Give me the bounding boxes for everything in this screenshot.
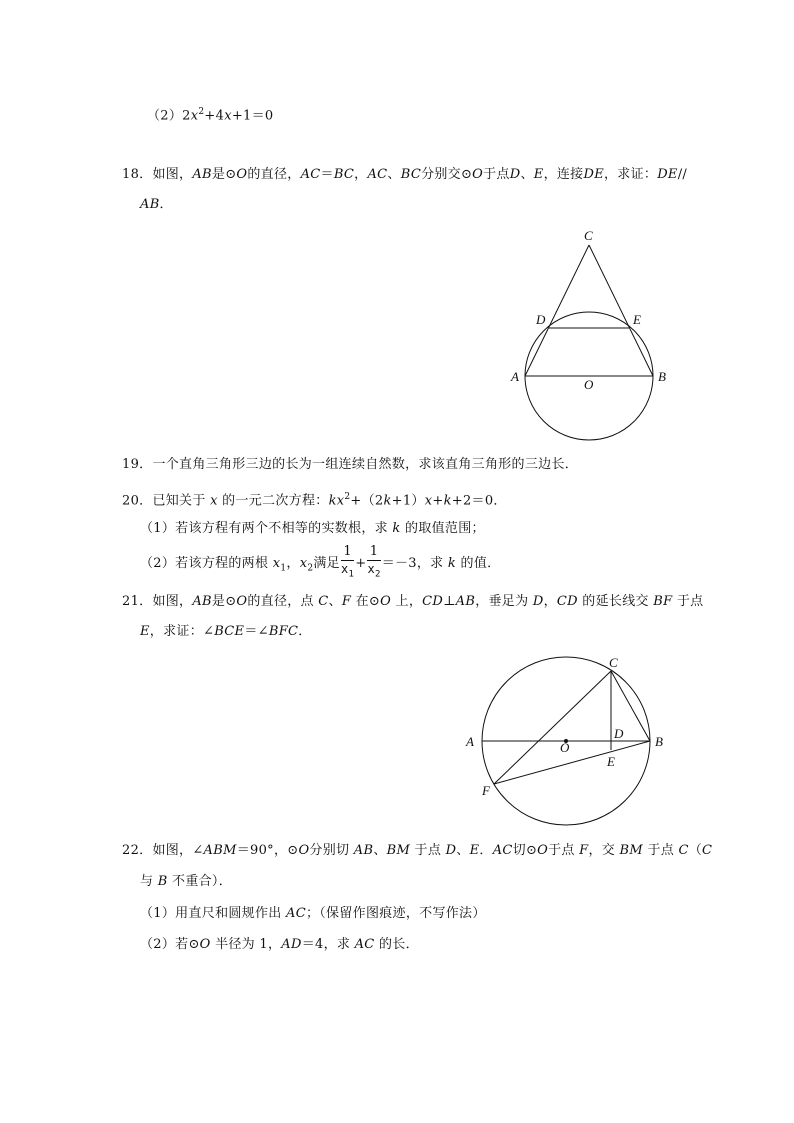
q18-seg: AC [367,167,388,182]
q22-seg: 22．如图，∠ [122,843,204,858]
frac-num: 1 [341,544,354,561]
q21-seg: O [380,594,392,609]
q22-seg: D [445,843,457,858]
q20-seg: + [432,493,444,509]
frac-den-var: x [340,562,349,577]
q18-seg: ，求证： [604,167,658,182]
q22-part1 [140,905,486,923]
q20-seg: kx [328,493,345,509]
q22-seg: 、 [456,843,470,858]
q20-plus: + [355,556,367,571]
q21-seg: BF [653,594,673,609]
q18-seg: 分别交⊙ [421,167,473,182]
q18-label-D: D [536,312,546,327]
q18-seg: BC [333,167,355,182]
q22-seg: ＝4，求 [301,937,355,952]
q18-seg: D [509,167,521,182]
q21-seg: BFC [268,624,299,639]
q18-seg: 18．如图， [122,167,193,182]
q17-term: +4 [204,108,225,124]
q21-seg: CD [422,594,444,609]
q22-seg: ABM [203,843,237,858]
q22-seg: 、 [373,843,387,858]
q22-seg: 的长． [374,937,419,952]
q21-seg: 21．如图， [122,594,193,609]
q18-seg: ，连接 [543,167,584,182]
frac-den-sub: 2 [374,569,381,580]
q21-label-O: O [560,740,570,755]
q22-seg: 切⊙ [512,843,538,858]
q20-seg: k [383,493,392,509]
q18-seg: 的直径， [247,167,301,182]
q20-seg: 20．已知关于 [122,493,211,509]
q22-seg: AC [286,906,306,921]
q21-seg: 的直径，点 [247,594,319,609]
q20-seg: +（2 [350,493,384,509]
q18-seg: ． [159,197,173,212]
q21-seg: ⊥ [443,594,456,609]
q22-seg: ；（保留作图痕迹，不写作法） [305,906,486,921]
q22-seg: 半径为 1， [210,937,282,952]
q21-seg: 在⊙ [351,594,381,609]
q22-seg: AC [354,937,375,952]
q22-seg: 分别切 [309,843,354,858]
q21-seg: 、 [328,594,342,609]
q21-seg: ，垂足为 [475,594,533,609]
q18-seg: O [236,167,248,182]
q21-seg: ，求证：∠ [149,624,215,639]
q20-seg: +2＝0． [451,493,507,509]
q21-seg: D [532,594,544,609]
q17-var-x: x [190,108,199,124]
q18-label-E: E [633,312,641,327]
q22-seg: （ [688,843,703,858]
q18-seg: AB [140,197,160,212]
q21-label-C: C [609,655,618,670]
q20-seg: +1） [391,493,425,509]
q22-seg: AD [281,937,302,952]
q18-seg: AC [300,167,321,182]
q20-seg: 的值． [456,556,501,571]
q22-seg: 于点 [643,843,679,858]
q21-seg: ． [298,624,312,639]
q17-exponent: 2 [198,107,205,117]
q22-seg: ，交 [588,843,620,858]
q21-seg: O [236,594,248,609]
q18-seg: DE [583,167,604,182]
q21-seg: AB [455,594,476,609]
q19-text: 19．一个直角三角形三边的长为一组连续自然数，求该直角三角形的三边长． [122,457,579,472]
q21-label-E: E [607,754,615,769]
q21-label-B: B [655,734,663,749]
q17-part2-label: （2） [147,108,183,124]
q22-part2 [140,936,419,954]
q20-seg: ， [286,556,300,571]
q18-seg: ， [354,167,368,182]
q17-const: +1＝0 [231,108,274,124]
q20-seg: 的取值范围； [400,521,485,536]
q22-seg: 与 [140,874,158,889]
q22-seg: ． [479,843,493,858]
q18-seg: BC [400,167,422,182]
q20-seg: 的一元二次方程： [217,493,329,509]
q21-label-D: D [614,726,624,741]
q21-seg: E [140,624,150,639]
q20-seg: 满足 [313,556,340,571]
q21-label-F: F [482,783,490,798]
q21-seg: CD [556,594,578,609]
q20-seg: 2 [344,492,351,502]
q20-seg: k [447,556,457,571]
q20-seg: x [424,493,433,509]
q21-seg: C [318,594,329,609]
q21-seg: BCE [214,624,245,639]
q20-seg: （1）若该方程有两个不相等的实数根，求 [140,521,393,536]
q18-seg: ＝ [320,167,334,182]
q21-seg: ， [543,594,557,609]
q22-seg: 不重合）． [167,874,233,889]
q21-label-A: A [466,734,474,749]
q22-seg: BM [386,843,411,858]
q21-seg: ＝∠ [244,624,269,639]
q18-seg: // [677,167,688,182]
q22-text-line1 [122,842,712,860]
q22-text-line2 [140,873,232,891]
q22-seg: （1）用直尺和圆规作出 [140,906,287,921]
q22-seg: 于点 [548,843,580,858]
q20-seg: x [272,556,281,571]
q18-seg: AB [192,167,212,182]
q20-seg: k [443,493,452,509]
q21-segment-FB [494,741,650,784]
q18-seg: 于点 [483,167,510,182]
q22-seg: O [537,843,549,858]
q18-label-O: O [584,377,594,392]
q18-seg: 、 [520,167,534,182]
q22-seg: （2）若⊙ [140,937,200,952]
q17-var-x2: x [224,108,232,124]
q22-seg: AC [492,843,513,858]
q22-seg: ＝90°，⊙ [236,843,299,858]
q20-seg: x [299,556,308,571]
q17-coef: 2 [182,108,191,124]
q18-seg: 、 [387,167,401,182]
q20-seg: ＝－3，求 [381,556,448,571]
q21-seg: 于点 [672,594,704,609]
q22-seg: E [469,843,480,858]
q21-seg: AB [192,594,212,609]
q20-seg: k [392,521,401,536]
q21-seg: 上， [391,594,423,609]
frac-den-sub: 1 [348,569,355,580]
q22-seg: 于点 [410,843,446,858]
q20-seg: 1 [280,563,287,574]
q18-seg: O [472,167,484,182]
q22-seg: C [678,843,689,858]
q22-seg: O [199,937,211,952]
frac-num: 1 [367,544,380,561]
q21-seg: 的延长线交 [577,594,654,609]
q18-label-A: A [511,369,519,384]
q22-seg: O [298,843,310,858]
q22-seg: BM [619,843,644,858]
q22-seg: AB [353,843,374,858]
q20-seg: 2 [307,563,314,574]
q20-seg: （2）若该方程的两根 [140,556,273,571]
q18-seg: DE [657,167,678,182]
q18-seg: 是⊙ [211,167,237,182]
q20-seg: x [210,493,218,509]
q21-seg: 是⊙ [211,594,237,609]
q22-seg: C [702,843,713,858]
q18-label-B: B [658,369,666,384]
q21-segment-CF [494,671,611,784]
q18-seg: E [533,167,544,182]
q22-seg: F [579,843,589,858]
frac-den-var: x [367,562,375,577]
q21-seg: F [341,594,352,609]
q22-seg: B [157,874,168,889]
q18-label-C: C [584,228,593,243]
